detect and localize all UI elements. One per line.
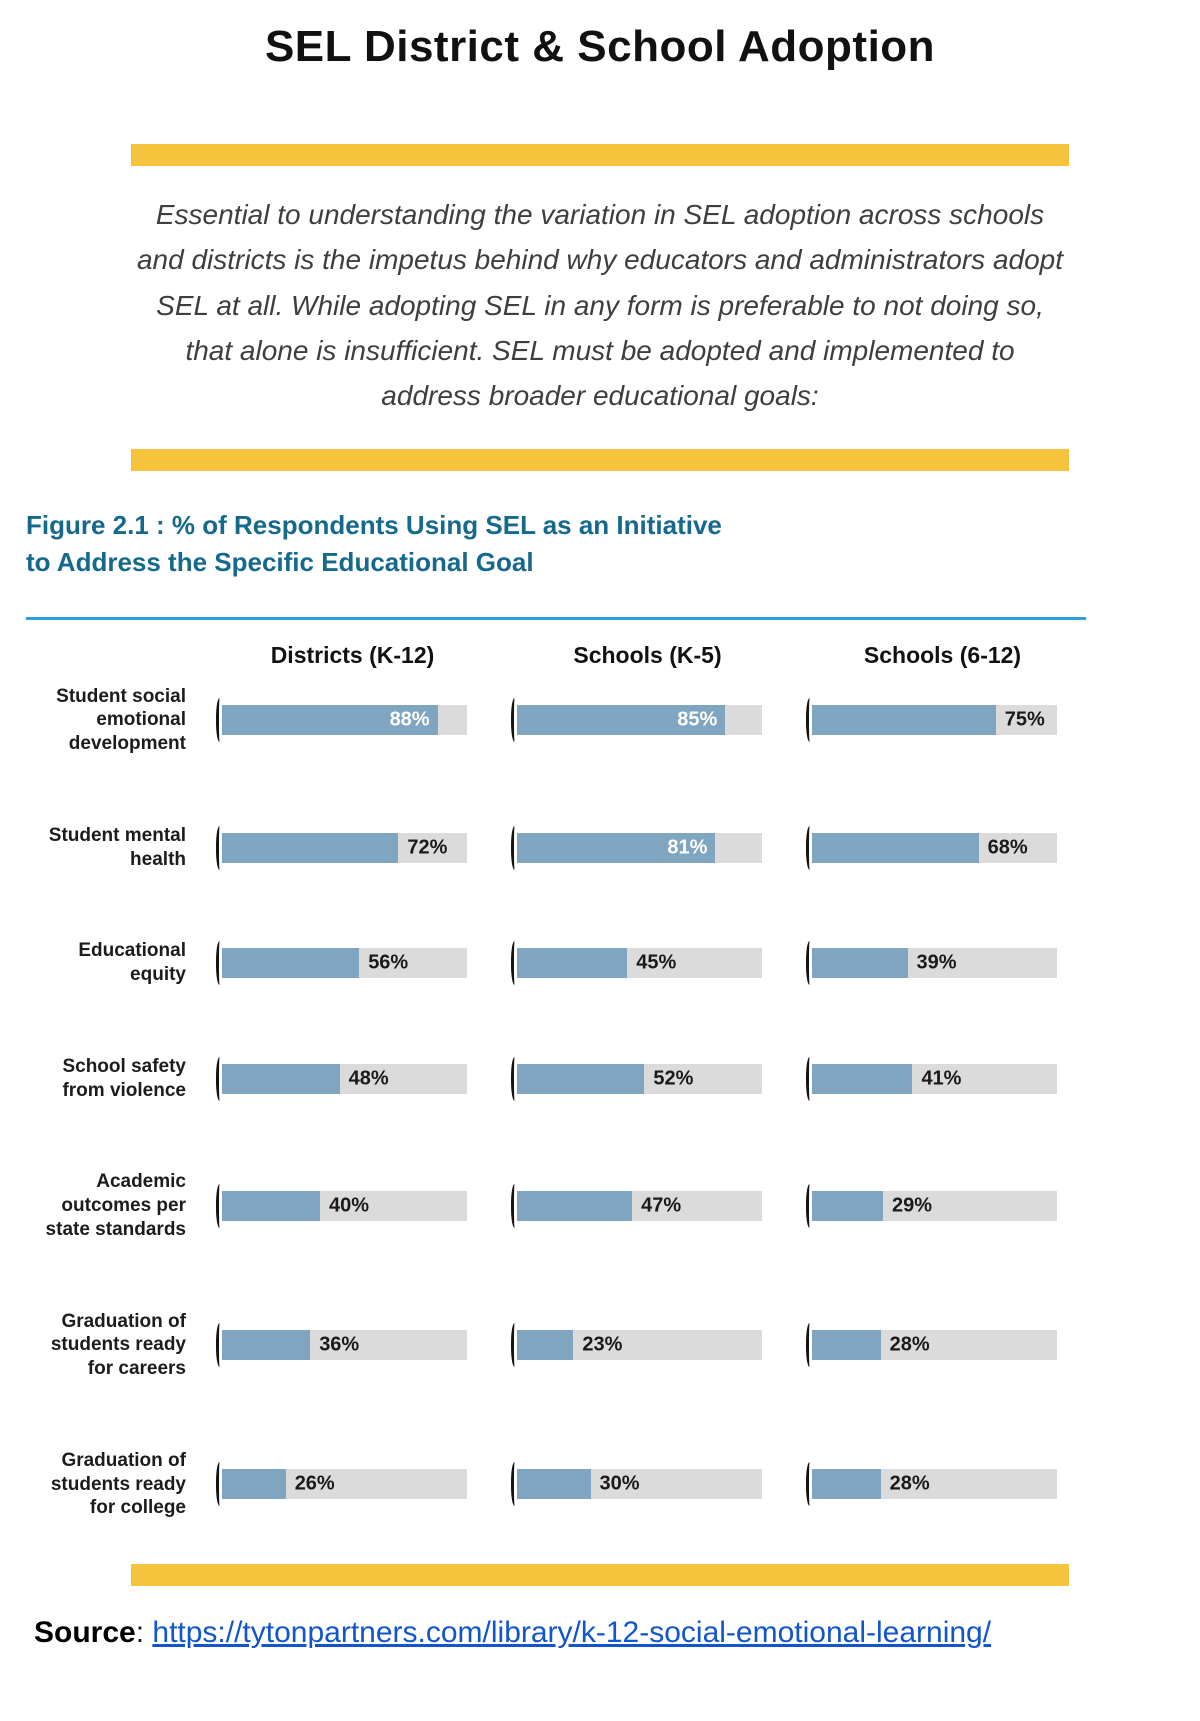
- bar-fill: [812, 948, 908, 978]
- source-separator: :: [135, 1616, 153, 1650]
- bar-value: 40%: [329, 1194, 370, 1217]
- bar-fill: [812, 1469, 881, 1499]
- row-label: Educational equity: [78, 940, 186, 986]
- bar-cell-districts-k12: [200, 1462, 495, 1506]
- chart-row: [20, 685, 1100, 756]
- row-label: School safety from violence: [62, 1055, 186, 1101]
- bar-cell-schools-6-12: [790, 1057, 1085, 1101]
- bar-value: 48%: [348, 1067, 389, 1090]
- chart-row: [20, 1310, 1100, 1381]
- chart-row: [20, 1170, 1100, 1241]
- chart-rows: [20, 685, 1100, 1521]
- bar-cell-districts-k12: [200, 1323, 495, 1367]
- bar-fill: [222, 948, 359, 978]
- bar-track: [812, 1064, 1057, 1094]
- bar-cell-schools-k5: [495, 1184, 790, 1228]
- bar-value: 30%: [599, 1472, 640, 1495]
- bar-fill: [812, 833, 979, 863]
- bar-chart: [20, 642, 1100, 1521]
- bar-track: [222, 705, 467, 735]
- bar-value: 72%: [407, 836, 448, 859]
- bar-cell-schools-6-12: [790, 941, 1085, 985]
- column-header-schools-k5: Schools (K-5): [573, 641, 722, 668]
- bar-fill: [222, 1469, 286, 1499]
- bar-fill: [812, 1330, 881, 1360]
- bar-value: 75%: [1004, 708, 1045, 731]
- bar-cell-districts-k12: [200, 1057, 495, 1101]
- accent-bar-bottom: [131, 1564, 1069, 1586]
- bar-fill: [812, 1064, 912, 1094]
- bar-cell-schools-6-12: [790, 1462, 1085, 1506]
- page-title: SEL District & School Adoption: [264, 22, 936, 71]
- bar-value: 29%: [892, 1194, 933, 1217]
- bar-fill: [517, 1191, 632, 1221]
- column-header-districts-k12: Districts (K-12): [270, 641, 435, 668]
- bar-fill: [517, 1330, 573, 1360]
- bar-track: [812, 1191, 1057, 1221]
- bar-value: 45%: [636, 951, 677, 974]
- row-label: Student mental health: [48, 824, 186, 870]
- bar-cell-schools-6-12: [790, 826, 1085, 870]
- bar-track: [517, 705, 762, 735]
- bar-cell-schools-k5: [495, 941, 790, 985]
- bar-cell-schools-k5: [495, 698, 790, 742]
- bar-cell-schools-k5: [495, 826, 790, 870]
- bar-value: 56%: [368, 951, 409, 974]
- bar-value: 28%: [889, 1472, 930, 1495]
- source-line: [34, 1616, 1200, 1650]
- accent-bar-middle: [131, 449, 1069, 471]
- bar-cell-districts-k12: [200, 941, 495, 985]
- source-link[interactable]: https://tytonpartners.com/library/k-12-social-emotional-learning/: [152, 1616, 992, 1650]
- figure-title: [26, 507, 1200, 581]
- bar-value: 68%: [987, 836, 1028, 859]
- bar-fill: [222, 1191, 320, 1221]
- bar-track: [517, 1064, 762, 1094]
- bar-fill: [517, 1469, 591, 1499]
- bar-fill: [517, 1064, 644, 1094]
- source-label: Source: [34, 1616, 136, 1650]
- bar-value: 28%: [889, 1333, 930, 1356]
- bar-track: [222, 1064, 467, 1094]
- figure-title-line1: Figure 2.1 : % of Respondents Using SEL as an Initiative: [26, 509, 722, 540]
- row-label: Graduation of students ready for college: [50, 1449, 186, 1519]
- bar-track: [222, 1191, 467, 1221]
- bar-track: [812, 705, 1057, 735]
- bar-cell-schools-6-12: [790, 698, 1085, 742]
- bar-track: [812, 1330, 1057, 1360]
- bar-track: [812, 833, 1057, 863]
- bar-cell-districts-k12: [200, 1184, 495, 1228]
- bar-value: 88%: [389, 708, 430, 731]
- accent-bar-top: [131, 144, 1069, 166]
- bar-value: 23%: [582, 1333, 623, 1356]
- bar-fill: [222, 1064, 340, 1094]
- bar-value: 39%: [916, 951, 957, 974]
- bar-value: 26%: [294, 1472, 335, 1495]
- bar-cell-districts-k12: [200, 698, 495, 742]
- bar-track: [222, 1330, 467, 1360]
- chart-row: [20, 1449, 1100, 1520]
- bar-value: 52%: [653, 1067, 694, 1090]
- bar-track: [517, 1469, 762, 1499]
- row-label: Academic outcomes per state standards: [45, 1171, 186, 1240]
- bar-cell-districts-k12: [200, 826, 495, 870]
- chart-header-row: [20, 642, 1100, 669]
- bar-track: [222, 833, 467, 863]
- bar-fill: [812, 705, 996, 735]
- bar-track: [517, 1191, 762, 1221]
- bar-track: [222, 948, 467, 978]
- bar-value: 47%: [641, 1194, 682, 1217]
- bar-value: 41%: [921, 1067, 962, 1090]
- chart-row: [20, 824, 1100, 872]
- bar-cell-schools-k5: [495, 1323, 790, 1367]
- bar-track: [517, 833, 762, 863]
- bar-fill: [517, 948, 627, 978]
- figure-title-line2: to Address the Specific Educational Goal: [26, 546, 534, 577]
- chart-row: [20, 1055, 1100, 1103]
- bar-cell-schools-6-12: [790, 1323, 1085, 1367]
- bar-track: [812, 948, 1057, 978]
- column-header-schools-6-12: Schools (6-12): [863, 641, 1022, 668]
- bar-track: [517, 1330, 762, 1360]
- bar-value: 81%: [667, 836, 708, 859]
- bar-track: [222, 1469, 467, 1499]
- row-label: Graduation of students ready for careers: [50, 1310, 186, 1380]
- bar-cell-schools-k5: [495, 1462, 790, 1506]
- bar-track: [812, 1469, 1057, 1499]
- bar-fill: [222, 833, 398, 863]
- bar-track: [517, 948, 762, 978]
- bar-cell-schools-6-12: [790, 1184, 1085, 1228]
- bar-value: 85%: [677, 708, 718, 731]
- bar-fill: [812, 1191, 883, 1221]
- row-label: Student social emotional development: [56, 685, 186, 755]
- intro-quote: Essential to understanding the variation in SEL adoption across schools and districts is the impetus behind why educators and administrators adopt SEL at all. While adopting SEL in any form is preferable to not doing so, that alone is insufficient. SEL must be adopted and implemented to address broader educational goals:: [136, 199, 1064, 412]
- divider-line: [26, 617, 1086, 620]
- bar-fill: [222, 1330, 310, 1360]
- bar-value: 36%: [319, 1333, 360, 1356]
- bar-cell-schools-k5: [495, 1057, 790, 1101]
- chart-row: [20, 939, 1100, 987]
